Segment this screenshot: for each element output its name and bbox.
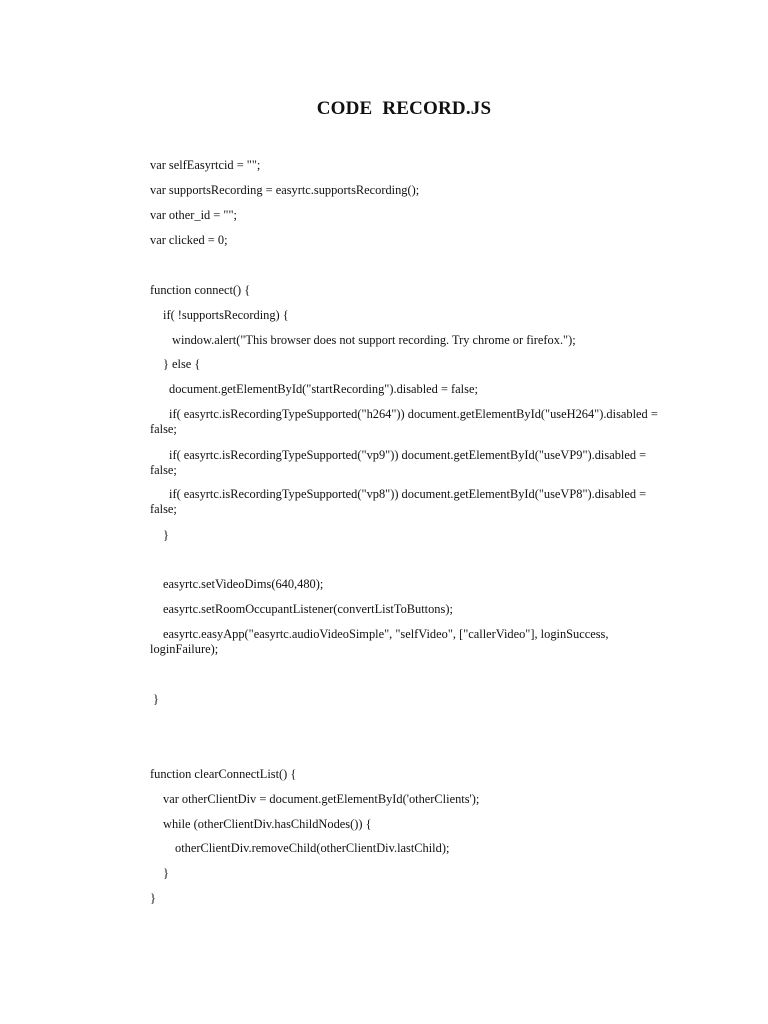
code-line: if( easyrtc.isRecordingTypeSupported("h264")) document.getElementById("useH264").disabled = false; — [150, 407, 658, 436]
code-line: } — [163, 866, 169, 880]
code-line: var otherClientDiv = document.getElementById('otherClients'); — [163, 792, 480, 806]
code-line: if( easyrtc.isRecordingTypeSupported("vp8")) document.getElementById("useVP8").disabled = false; — [150, 487, 647, 516]
code-line: var other_id = ""; — [150, 208, 237, 222]
code-line: window.alert("This browser does not support recording. Try chrome or firefox."); — [172, 333, 576, 347]
code-line: } — [153, 692, 159, 706]
code-line: var supportsRecording = easyrtc.supportsRecording(); — [150, 183, 420, 197]
code-line: function connect() { — [150, 283, 251, 297]
code-line: if( !supportsRecording) { — [163, 308, 289, 322]
code-line: easyrtc.easyApp("easyrtc.audioVideoSimple", "selfVideo", ["callerVideo"], loginSuccess, loginFailure); — [150, 627, 609, 656]
code-line: var selfEasyrtcid = ""; — [150, 158, 261, 172]
code-line: } — [150, 891, 156, 905]
code-line: if( easyrtc.isRecordingTypeSupported("vp9")) document.getElementById("useVP9").disabled = false; — [150, 448, 647, 477]
code-line: var clicked = 0; — [150, 233, 228, 247]
code-line: easyrtc.setRoomOccupantListener(convertListToButtons); — [163, 602, 453, 616]
code-line: } else { — [163, 357, 201, 371]
code-line: easyrtc.setVideoDims(640,480); — [163, 577, 324, 591]
code-line: } — [163, 528, 169, 542]
code-line: otherClientDiv.removeChild(otherClientDiv.lastChild); — [175, 841, 450, 855]
code-line: while (otherClientDiv.hasChildNodes()) { — [163, 817, 372, 831]
code-line: function clearConnectList() { — [150, 767, 297, 781]
page-title: CODE RECORD.JS — [316, 98, 492, 119]
code-line: document.getElementById("startRecording").disabled = false; — [169, 382, 478, 396]
